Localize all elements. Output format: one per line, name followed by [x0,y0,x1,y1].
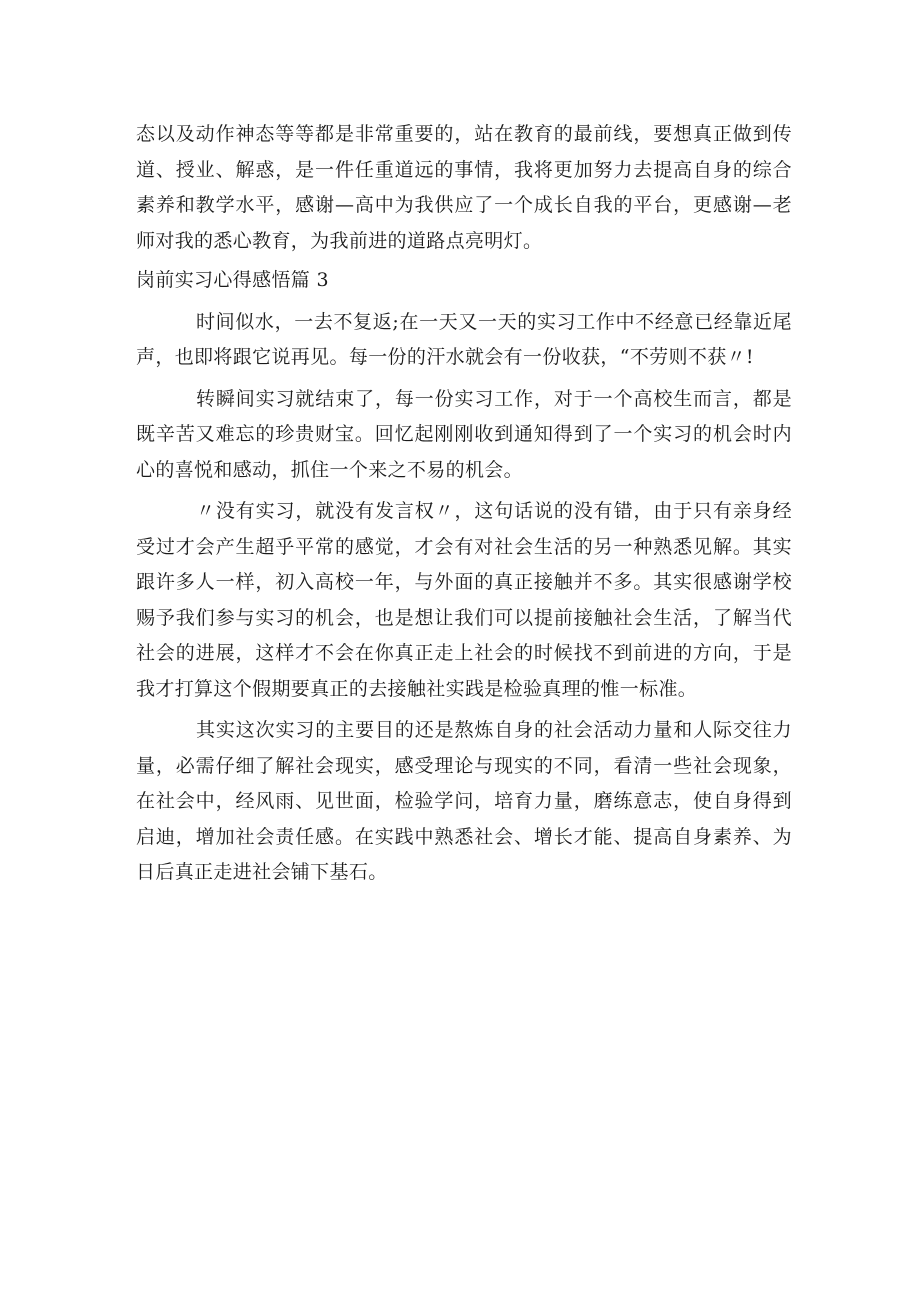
paragraph-4: 其实这次实习的主要目的还是熬炼自身的社会活动力量和人际交往力量，必需仔细了解社会现实，感受理论与现实的不同，看清一些社会现象，在社会中，经风雨、见世面，检验学问，培育力量，磨练意志，使自身得到启迪，增加社会责任感。在实践中熟悉社会、增长才能、提高自身素养、为日后真正走进社会铺下基石。 [136,719,792,883]
paragraph-continued: 态以及动作神态等等都是非常重要的，站在教育的最前线，要想真正做到传道、授业、解惑，是一件任重道远的事情，我将更加努力去提高自身的综合素养和教学水平，感谢—高中为我供应了一个成长自我的平台，更感谢—老师对我的悉心教育，为我前进的道路点亮明灯。 [136,123,792,252]
section-title: 岗前实习心得感悟篇 3 [136,269,329,291]
document-body [136,117,792,891]
paragraph-3: 〃没有实习，就没有发言权〃，这句话说的没有错，由于只有亲身经受过才会产生超乎平常的感觉，才会有对社会生活的另一种熟悉见解。其实跟许多人一样，初入高校一年，与外面的真正接触并不多。其实很感谢学校赐予我们参与实习的机会，也是想让我们可以提前接触社会生活，了解当代社会的进展，这样才不会在你真正走上社会的时候找不到前进的方向，于是我才打算这个假期要真正的去接触社实践是检验真理的惟一标准。 [136,500,792,700]
paragraph-1: 时间似水，一去不复返;在一天又一天的实习工作中不经意已经靠近尾声，也即将跟它说再见。每一份的汗水就会有一份收获，“不劳则不获〃! [136,310,792,368]
paragraph-2: 转瞬间实习就结束了，每一份实习工作，对于一个高校生而言，都是既辛苦又难忘的珍贵财宝。回忆起刚刚收到通知得到了一个实习的机会时内心的喜悦和感动，抓住一个来之不易的机会。 [136,387,792,481]
